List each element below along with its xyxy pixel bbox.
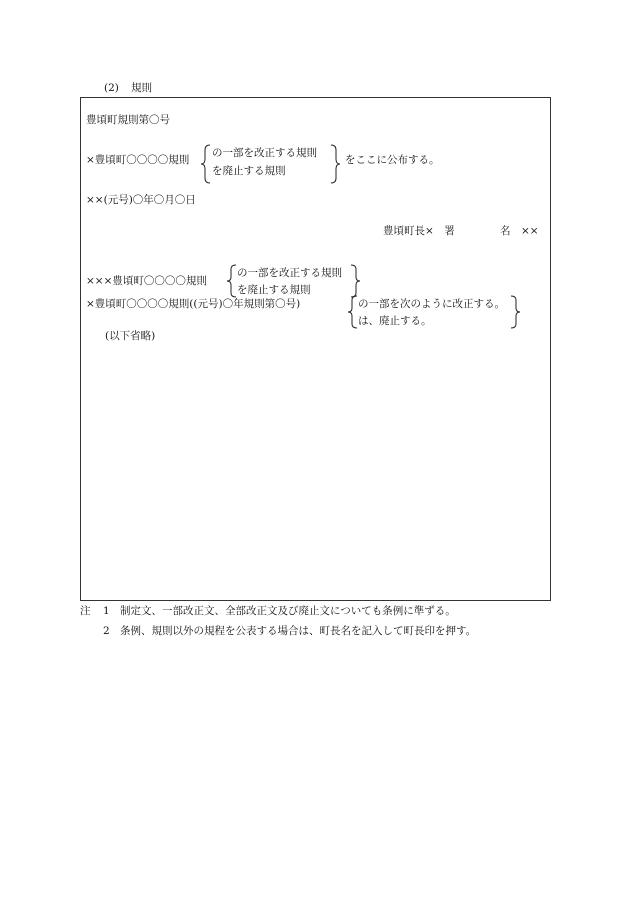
note-text: 制定文、一部改正文、全部改正文及び廃止文についても条例に準ずる。 (120, 605, 456, 617)
rule-title-option-amend: の一部を改正する規則 (237, 267, 342, 279)
note-number: 2 (103, 625, 110, 637)
form-frame (80, 97, 551, 601)
left-brace-icon (227, 264, 237, 298)
notes-label: 注 (80, 605, 91, 617)
right-brace-icon (510, 295, 520, 329)
rule-title-prefix: ×××豊頃町〇〇〇〇規則 (86, 275, 207, 287)
note-number: 1 (103, 605, 110, 617)
section-number: (2) (104, 82, 119, 94)
body-option-amend: の一部を次のように改正する。 (358, 298, 505, 310)
body-option-repeal: は、廃止する。 (358, 315, 432, 327)
omitted-text: (以下省略) (105, 330, 156, 342)
signature-name-label: 名 (500, 225, 511, 237)
note-text: 条例、規則以外の規程を公表する場合は、町長名を記入して町長印を押す。 (120, 625, 477, 637)
section-title: 規則 (131, 82, 152, 94)
promulgation-suffix: をここに公布する。 (345, 154, 440, 166)
body-prefix: ×豊頃町〇〇〇〇規則((元号)〇年規則第〇号) (86, 298, 301, 310)
promulgation-option-repeal: を廃止する規則 (212, 165, 286, 177)
rule-title-option-repeal: を廃止する規則 (237, 284, 311, 296)
signature-title: 豊頃町長× 署 (383, 225, 455, 237)
rule-number: 豊頃町規則第〇号 (86, 114, 170, 126)
promulgation-option-amend: の一部を改正する規則 (212, 147, 317, 159)
right-brace-icon (330, 144, 340, 184)
right-brace-icon (350, 264, 360, 298)
left-brace-icon (201, 144, 211, 184)
left-brace-icon (348, 295, 358, 329)
promulgation-prefix: ×豊頃町〇〇〇〇規則 (86, 154, 190, 166)
signature-name-value: ×× (521, 225, 539, 237)
promulgation-date: ××(元号)〇年〇月〇日 (86, 194, 196, 206)
